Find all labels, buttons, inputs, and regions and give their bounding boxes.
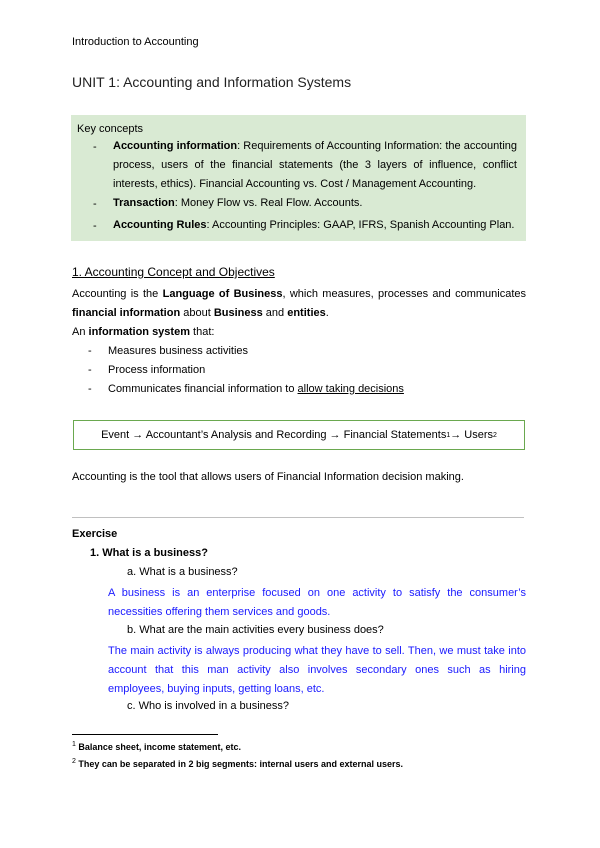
sub-question-c: c. Who is involved in a business?	[127, 700, 290, 712]
footnote-separator	[72, 734, 218, 735]
key-concept-item	[113, 216, 517, 235]
footnote-text: Balance sheet, income statement, etc.	[75, 742, 241, 752]
key-concept-term: Accounting information	[113, 140, 238, 152]
bullet-dash: -	[88, 345, 92, 357]
flow-text: Event → Accountant’s Analysis and Recording → Financial Statements	[101, 429, 447, 441]
horizontal-divider	[72, 517, 524, 518]
answer-b: The main activity is always producing what they have to sell. Then, we must take into account that this man activity also involves secondary ones such as hiring employees, buying inputs, getting loans, etc.	[108, 645, 526, 695]
exercise-title: Exercise	[72, 528, 118, 540]
list-item: Process information	[108, 364, 206, 376]
bold-run: financial information	[72, 307, 181, 319]
bullet-dash: -	[93, 220, 97, 232]
key-concepts-title: Key concepts	[77, 123, 144, 135]
list-item: Measures business activities	[108, 345, 249, 357]
key-concept-term: Accounting Rules	[113, 219, 207, 231]
accounting-flow-box	[73, 420, 525, 450]
text-run: and	[262, 307, 288, 319]
footnote-ref-1[interactable]: 1	[446, 431, 451, 439]
unit-title: UNIT 1: Accounting and Information Systems	[72, 74, 352, 90]
footnote-text: They can be separated in 2 big segments: internal users and external users.	[75, 759, 404, 769]
bold-run: Language of Business	[162, 288, 283, 300]
bold-run: Business	[213, 307, 263, 319]
definition-paragraph	[72, 285, 526, 323]
answer-a: A business is an enterprise focused on one activity to satisfy the consumer’s necessities offering them services and goods.	[108, 587, 526, 618]
key-concepts-box	[71, 115, 526, 241]
question-1: 1. What is a business?	[90, 547, 208, 559]
text-run: Communicates financial information to	[108, 383, 298, 395]
bullet-dash: -	[93, 198, 97, 210]
flow-text: → Users	[450, 429, 494, 441]
section-heading: 1. Accounting Concept and Objectives	[72, 265, 275, 279]
text-run: .	[325, 307, 329, 319]
bullet-dash: -	[93, 141, 97, 153]
bold-run: information system	[88, 326, 190, 338]
key-concept-term: Transaction	[113, 197, 175, 209]
key-concept-desc: : Accounting Principles: GAAP, IFRS, Spanish Accounting Plan.	[206, 219, 515, 231]
bullet-dash: -	[88, 383, 92, 395]
sub-question-a: a. What is a business?	[127, 566, 238, 578]
footnote-2	[72, 758, 403, 769]
text-run: An	[72, 326, 89, 338]
underlined-run: allow taking decisions	[297, 383, 404, 395]
key-concept-item	[113, 137, 517, 194]
information-system-paragraph	[72, 323, 526, 342]
bullet-dash: -	[88, 364, 92, 376]
key-concept-desc: : Requirements of Accounting Information: the accounting process, users of the financial statements (the 3 layers of influence, conflict interests, ethics). Financial Accounting vs. Cost / Management Accounting.	[113, 140, 517, 190]
footnote-number: 2	[72, 758, 76, 765]
text-run: that:	[189, 326, 215, 338]
sub-question-b: b. What are the main activities every business does?	[127, 624, 384, 636]
footnote-number: 1	[72, 741, 76, 748]
text-run: Accounting is the	[72, 288, 163, 300]
document-header: Introduction to Accounting	[72, 36, 199, 48]
footnote-ref-2[interactable]: 2	[493, 431, 497, 439]
list-item	[108, 383, 404, 395]
text-run: about	[180, 307, 214, 319]
text-run: , which measures, processes and communicates	[282, 288, 526, 300]
key-concept-item	[113, 194, 517, 213]
bold-run: entities	[287, 307, 326, 319]
conclusion-paragraph: Accounting is the tool that allows users of Financial Information decision making.	[72, 471, 464, 483]
footnote-1	[72, 741, 241, 752]
key-concept-desc: : Money Flow vs. Real Flow. Accounts.	[174, 197, 363, 209]
